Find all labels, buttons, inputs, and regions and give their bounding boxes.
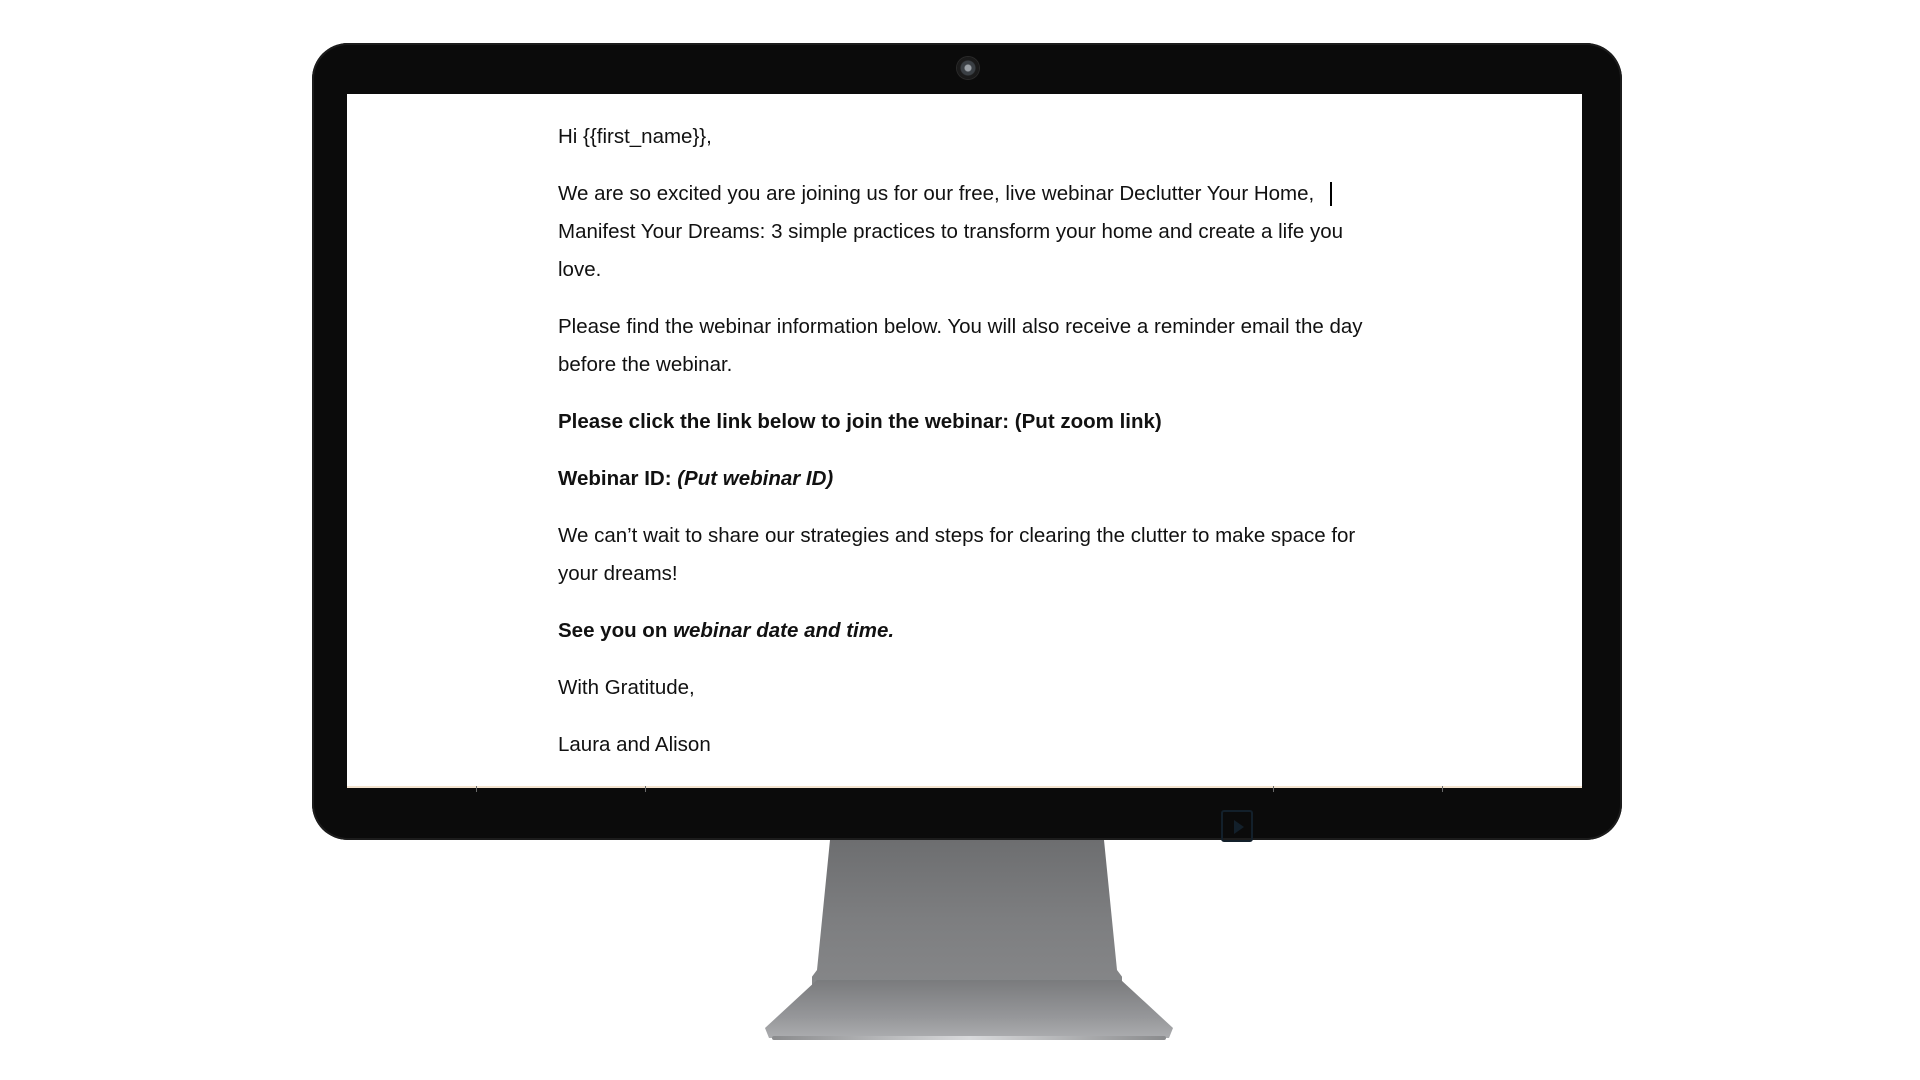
email-greeting: Hi {{first_name}}, xyxy=(558,125,712,148)
email-see-you-line xyxy=(558,612,1378,650)
email-intro-paragraph xyxy=(558,175,1378,289)
email-join-link-line: Please click the link below to join the webinar: (Put zoom link) xyxy=(558,410,1162,433)
screen-tick xyxy=(476,786,477,792)
monitor-screen xyxy=(347,94,1582,787)
webinar-id-value: (Put webinar ID) xyxy=(677,467,834,490)
email-document[interactable] xyxy=(558,94,1378,783)
see-you-prefix: See you on xyxy=(558,619,674,642)
email-strategies-paragraph: We can’t wait to share our strategies and steps for clearing the clutter to make space for your dreams! xyxy=(558,524,1356,585)
play-icon[interactable] xyxy=(1221,810,1253,842)
screen-tick xyxy=(1442,786,1443,792)
text-cursor xyxy=(1330,182,1332,206)
monitor-stand-base xyxy=(765,980,1173,1042)
email-webinar-id-line xyxy=(558,460,1378,498)
email-signoff: With Gratitude, xyxy=(558,676,695,699)
monitor-stand-base-edge xyxy=(772,1036,1166,1040)
email-intro-text: We are so excited you are joining us for our free, live webinar Declutter Your Home, Manifest Your Dreams: 3 simple practices to transform your home and create a life you love. xyxy=(558,182,1344,281)
screen-bottom-edge xyxy=(347,786,1582,788)
see-you-value: webinar date and time. xyxy=(673,619,895,642)
email-info-paragraph: Please find the webinar information below. You will also receive a reminder email the day before the webinar. xyxy=(558,315,1363,376)
screen-tick xyxy=(1273,786,1274,792)
webinar-id-label: Webinar ID: xyxy=(558,467,678,490)
webcam-icon xyxy=(957,57,979,79)
email-signature: Laura and Alison xyxy=(558,733,711,756)
screen-tick xyxy=(645,786,646,792)
